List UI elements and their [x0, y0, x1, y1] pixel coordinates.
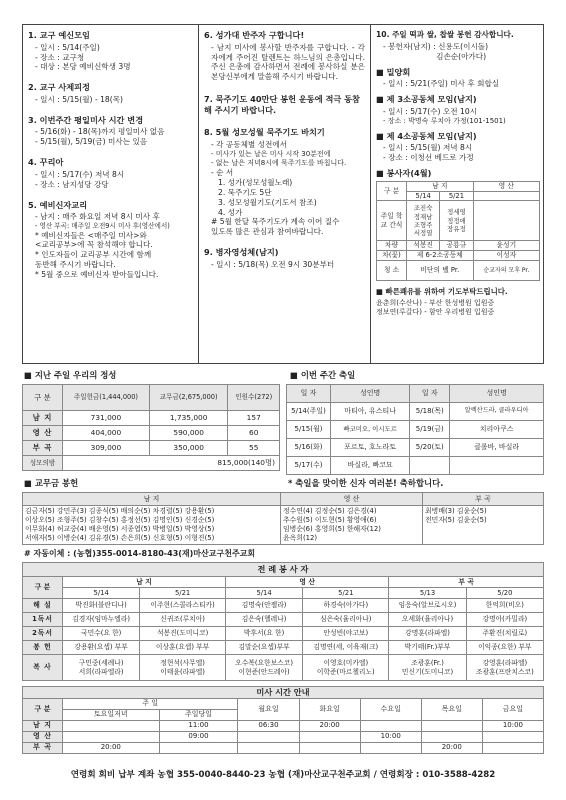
- notice-title: 1. 교구 예신모임: [28, 30, 90, 40]
- table-cell: 조진숙 정재남 조형주 서정열: [407, 201, 440, 241]
- table-cell: 김명숙(안젤라): [225, 599, 302, 613]
- table-cell: [360, 721, 421, 732]
- table-cell: [63, 732, 160, 743]
- table-cell: 영 산: [473, 181, 539, 191]
- table-cell: 석봉진(도미니코): [140, 627, 226, 641]
- dues-table: [22, 492, 544, 545]
- table-cell: 강명훈(라파엘): [389, 627, 466, 641]
- table-cell: 157: [228, 411, 280, 426]
- notice-4: [28, 157, 193, 189]
- table-cell: 영 산: [23, 426, 63, 441]
- table-cell: [63, 721, 160, 732]
- notice-line: - 5/15(월), 5/19(금) 미사는 있음: [35, 137, 148, 147]
- table-cell: 영 산: [281, 493, 423, 506]
- table-cell: 공룡규: [440, 241, 473, 251]
- notice-line: - 봉헌자(남지) : 신용도(이시돌): [383, 41, 489, 51]
- table-cell: 5/14(주일): [287, 403, 331, 421]
- table-cell: 성인명: [331, 385, 410, 403]
- dues-line: 임병순(6) 홍영희(5) 한해자(12): [283, 524, 381, 533]
- table-cell: 오세화(율리아나): [389, 613, 466, 627]
- table-cell: 부 곡: [23, 441, 63, 456]
- table-cell: 주일당일: [159, 710, 238, 721]
- table-cell: 알렉산드라, 클라우디아: [450, 403, 544, 421]
- table-cell: 임응숙(알브로시오): [389, 599, 466, 613]
- table-cell: 심은숙(율리아나): [303, 613, 389, 627]
- notice-column-1: [23, 25, 199, 363]
- table-cell: 인원수(272): [228, 385, 280, 411]
- table-cell: 수요일: [360, 699, 421, 721]
- table-cell: 국민수(요 한): [63, 627, 140, 641]
- table-cell: 김말순(요셉)부부: [225, 641, 302, 655]
- notice-title: 3. 이번주간 평일미사 시간 변경: [28, 114, 144, 125]
- notice-line: - 장소 : 교구청: [35, 52, 85, 62]
- volunteer-table: [376, 181, 540, 281]
- table-cell: 성모의밤: [23, 456, 63, 471]
- table-cell: 안성빈(야고보): [303, 627, 389, 641]
- table-cell: 주일 학교 간식: [377, 201, 407, 241]
- table-cell: 월요일: [238, 699, 299, 721]
- table-cell: 5/14: [407, 191, 440, 201]
- table-cell: 성인명: [450, 385, 544, 403]
- notice-line: - 미사가 있는 날은 미사 시작 30분전에: [211, 149, 331, 158]
- notice-line: - 5/16(화) - 18(목)까지 평일미사 없음: [35, 127, 165, 137]
- table-cell: 55: [228, 441, 280, 456]
- offering-table: [22, 384, 280, 471]
- notice-text: - 남지 미사에 봉사할 반주자를 구합니다. - 각자에게 주어진 탈렌트는 하느님의 은총입니다. 주신 은총에 감사하면서 전례에 봉사하실 분은 본당신부에게 말씀해 주시기 바랍니다.: [211, 42, 365, 82]
- table-cell: 404,000: [63, 426, 150, 441]
- table-cell: 한억희(비오): [466, 599, 543, 613]
- table-cell: 해 설: [23, 599, 63, 613]
- notice-line: 정보연(루갈다) - 함안 우리병원 입원중: [376, 307, 495, 316]
- footer-account-info: 연령회 회비 납부 계좌 농협 355-0040-8440-23 농협 (재)마산교구천주교회 / 연령회장 : 010-3588-4282: [70, 770, 496, 780]
- table-cell: 주일헌금(1,444,000): [63, 385, 150, 411]
- notice-line: 2. 묵주기도 5단: [218, 187, 272, 197]
- notice-2: [28, 82, 193, 105]
- notice-6: [204, 30, 365, 82]
- table-cell: [159, 743, 238, 754]
- table-cell: 토요일저녁: [63, 710, 160, 721]
- table-cell: 순교자의 모후 Pr.: [473, 261, 539, 281]
- notice-line: - 일시 : 5/21(주일) 미사 후 회합실: [383, 79, 500, 89]
- offering-title: ■ 지난 주일 우리의 정성: [24, 370, 117, 380]
- notice-title: ■ 봉사자(4월): [376, 168, 432, 179]
- table-cell: 마티아, 유스티나: [331, 403, 410, 421]
- table-cell: 주 일: [63, 699, 238, 710]
- table-cell: 박진화(블란디나): [63, 599, 140, 613]
- notice-12: [376, 94, 540, 126]
- table-cell: 박기태(Fr.)부부: [389, 641, 466, 655]
- table-cell: [299, 732, 360, 743]
- table-cell: 정현석(사무엘) 이태윤(라파엘): [140, 655, 226, 681]
- notice-line: 있도록 많은 관심과 참여바랍니다.: [211, 227, 324, 237]
- table-cell: 강용환(요셉) 부부: [63, 641, 140, 655]
- table-cell: 구 분: [23, 699, 63, 721]
- table-cell: 5/13: [389, 588, 466, 599]
- table-cell: 빠코미오, 이시도르: [331, 421, 410, 439]
- table-cell: [482, 732, 543, 743]
- memorial-title: ■ 이번 주간 축일: [290, 370, 356, 380]
- table-cell: 06:30: [238, 721, 299, 732]
- dues-line: 최병배(3) 김윤순(5): [425, 507, 487, 515]
- notice-line: 3. 성모성월기도(기도서 참조): [218, 197, 317, 207]
- table-cell: [421, 732, 482, 743]
- notice-title: ■ 제 3소공동체 모임(남지): [376, 94, 477, 105]
- table-cell: 1,735,000: [149, 411, 228, 426]
- notice-3: [28, 115, 193, 147]
- table-cell: 남 지: [407, 181, 474, 191]
- notice-title: 4. 꾸리아: [28, 157, 64, 168]
- table-cell: 일 자: [410, 385, 450, 403]
- notice-line: - 남지 : 매주 화요일 저녁 8시 미사 후: [35, 212, 160, 222]
- table-cell: 60: [228, 426, 280, 441]
- auto-transfer-account: # 자동이체 : (농협)355-0014-8180-43(재)마산교구천주교회: [24, 549, 256, 558]
- notice-line: * 인도자들이 교리공부 시간에 함께: [35, 250, 152, 260]
- notice-line: 동반해 주시기 바랍니다.: [35, 260, 116, 270]
- notice-box: [22, 24, 544, 364]
- notice-11: [376, 67, 540, 90]
- notice-13: [376, 131, 540, 163]
- notice-column-2: [199, 25, 371, 363]
- table-cell: 포르토, 호노라토: [331, 439, 410, 457]
- table-cell: 치리아쿠스: [450, 421, 544, 439]
- table-cell: 부 곡: [423, 493, 544, 506]
- table-cell: 남 지: [63, 577, 226, 588]
- table-cell: 하경숙(아가다): [303, 599, 389, 613]
- notice-7: [204, 94, 365, 115]
- notice-line: * 예비신자들은 <매주일 미사>와: [35, 230, 147, 240]
- dues-cell-namji: [23, 506, 281, 545]
- table-cell: [238, 732, 299, 743]
- table-cell: 제 6-2소공동체: [407, 251, 474, 261]
- table-cell: 비단의 벨 Pr.: [407, 261, 474, 281]
- notice-line: - 장소 : 박명숙 루치아 가정(101-1501): [383, 116, 506, 125]
- table-cell: 차(꽃): [377, 251, 407, 261]
- notice-15: [376, 287, 540, 317]
- table-cell: 봉 헌: [23, 641, 63, 655]
- notice-title: 9. 병자영성체(남지): [204, 247, 279, 258]
- notice-line: - 장소 : 이청선 베드로 가정: [383, 153, 474, 163]
- notice-line: - 순 서: [211, 168, 234, 178]
- table-cell: 2독서: [23, 627, 63, 641]
- table-cell: 클롤바, 바실라: [450, 439, 544, 457]
- table-cell: 구 분: [23, 385, 63, 411]
- notice-line: - 각 공동체별 성전에서: [211, 140, 288, 150]
- dues-line: 전민자(5) 김윤순(5): [425, 515, 487, 524]
- notice-line: - 일시 : 5/15(월) 저녁 8시: [383, 143, 473, 153]
- congrats-text: * 축일을 맞이한 신자 여러분! 축하합니다.: [288, 478, 444, 488]
- table-cell: [360, 743, 421, 754]
- table-cell: 교무금(2,675,000): [149, 385, 228, 411]
- table-cell: 영 산: [225, 577, 388, 588]
- mass-time-table: [22, 686, 544, 754]
- notice-8: [204, 127, 365, 237]
- dues-line: 윤옥희(12): [283, 533, 318, 542]
- table-cell: 김명연(세, 이육재(크): [303, 641, 389, 655]
- notice-line: - 일시 : 5/14(주일): [35, 42, 100, 52]
- notice-line: # 5월 한달 묵주기도가 계속 이어 질수: [211, 217, 340, 227]
- table-cell: 김경자(임마누엘라): [63, 613, 140, 627]
- notice-5: [28, 200, 193, 280]
- table-cell: 강명아(카밀라): [466, 613, 543, 627]
- table-cell: [410, 457, 450, 475]
- table-cell: 김은숙(헬레나): [225, 613, 302, 627]
- notice-title: ■ 밀양회: [376, 66, 411, 77]
- table-cell: 5/19(금): [410, 421, 450, 439]
- table-cell: 5/14: [63, 588, 140, 599]
- dues-cell-yeongsan: [281, 506, 423, 545]
- dues-line: 추수원(5) 이도현(5) 황영애(6): [283, 515, 377, 524]
- table-cell: 이성자: [473, 251, 539, 261]
- notice-title: ■ 빠른쾌유를 위하여 기도부탁드립니다.: [376, 287, 508, 297]
- notice-line: 윤춘희(수산나) - 부산 한성병원 입원중: [376, 298, 495, 307]
- table-cell: 조광훈(Fr.) 민신기(도미니코): [389, 655, 466, 681]
- table-cell: 5/20: [466, 588, 543, 599]
- table-cell: 5/18(목): [410, 403, 450, 421]
- table-cell: 11:00: [159, 721, 238, 732]
- table-cell: 목요일: [421, 699, 482, 721]
- table-cell: 부 곡: [23, 743, 63, 754]
- table-cell: [421, 721, 482, 732]
- notice-line: - 일시 : 5/18(목) 오전 9시 30분부터: [211, 259, 335, 269]
- table-cell: 남 지: [23, 493, 281, 506]
- table-cell: 석봉진: [407, 241, 440, 251]
- table-cell: 남 지: [23, 721, 63, 732]
- notice-line: <교리공부>에 꼭 참석해야 합니다.: [35, 240, 153, 250]
- notice-line: * 5월 중으로 예비신자 받아들입니다.: [35, 270, 159, 280]
- table-cell: 오수복(요한보스코) 이현준(안드레아): [225, 655, 302, 681]
- table-cell: 일 자: [287, 385, 331, 403]
- table-cell: 이주현(스콜라스티카): [140, 599, 226, 613]
- servers-table: [22, 562, 544, 681]
- notice-10: [376, 30, 540, 62]
- table-cell: 590,000: [149, 426, 228, 441]
- dues-cell-bugok: [423, 506, 544, 545]
- table-cell: 350,000: [149, 441, 228, 456]
- table-cell: [482, 743, 543, 754]
- notice-line: 4. 성가: [218, 207, 243, 217]
- notice-title: 10. 주일 떡과 쌀, 찹쌀 봉헌 감사합니다.: [376, 30, 514, 39]
- table-cell: 남 지: [23, 411, 63, 426]
- table-cell: 10:00: [360, 732, 421, 743]
- notice-line: 김손순(아가다): [383, 51, 487, 61]
- table-cell: 주환진(치릴로): [466, 627, 543, 641]
- notice-title: 2. 교구 사제피정: [28, 82, 90, 93]
- table-cell: 청 소: [377, 261, 407, 281]
- table-cell: 미사 시간 안내: [23, 687, 544, 699]
- table-cell: 차량: [377, 241, 407, 251]
- table-cell: 복 사: [23, 655, 63, 681]
- table-cell: 5/21: [140, 588, 226, 599]
- table-cell: [450, 457, 544, 475]
- notice-title: 5. 예비신자교리: [28, 199, 88, 210]
- table-cell: 이영호(미카엘) 이학준(마르첼리노): [303, 655, 389, 681]
- table-cell: 731,000: [63, 411, 150, 426]
- table-cell: 구 분: [377, 181, 407, 201]
- table-cell: 5/21: [440, 191, 473, 201]
- table-cell: 구 분: [23, 577, 63, 599]
- table-cell: [473, 201, 539, 241]
- table-cell: 박후서(요 한): [225, 627, 302, 641]
- notice-9: [204, 247, 365, 270]
- table-cell: 전 례 봉 사 자: [23, 563, 544, 577]
- notice-title: 8. 5월 성모성월 묵주기도 바치기: [204, 127, 325, 138]
- table-cell: 5/20(토): [410, 439, 450, 457]
- table-cell: 5/17(수): [287, 457, 331, 475]
- table-cell: [299, 743, 360, 754]
- table-cell: 구민중(세례나) 서희(라파엘라): [63, 655, 140, 681]
- dues-line: 이무화(4) 허교중(4) 배운영(5) 서종엽(5) 박병일(5) 박영상(5): [25, 524, 215, 533]
- table-cell: 정세영 정정애 장유정: [440, 201, 473, 241]
- notice-line: - 장소 : 남지성당 강당: [35, 179, 109, 189]
- notice-title: 6. 성가대 반주자 구합니다!: [204, 30, 305, 40]
- dues-title: ■ 교무금 봉헌: [24, 478, 79, 488]
- table-cell: [473, 191, 539, 201]
- dues-line: 정수연(4) 김정순(5) 김은경(4): [283, 507, 377, 515]
- notice-line: 1. 성가(성모성월노래): [218, 177, 293, 187]
- table-cell: 영 산: [23, 732, 63, 743]
- table-cell: 20:00: [299, 721, 360, 732]
- table-cell: [238, 743, 299, 754]
- table-cell: 이익종(요한) 부부: [466, 641, 543, 655]
- table-cell: 강영훈(라파엘) 조광훈(프란치스코): [466, 655, 543, 681]
- table-cell: 이상훈(요셉) 부부: [140, 641, 226, 655]
- notice-line: - 일시 : 5/17(수) 저녁 8시: [35, 169, 125, 179]
- table-cell: 20:00: [421, 743, 482, 754]
- table-cell: 309,000: [63, 441, 150, 456]
- table-cell: 20:00: [63, 743, 160, 754]
- dues-line: 서애자(5) 이병순(4) 김유경(5) 손은희(5) 신호형(5) 이형진(5): [25, 533, 215, 542]
- table-cell: 윤성기: [473, 241, 539, 251]
- notice-line: - 대상 : 본당 예비신학생 3명: [35, 62, 131, 72]
- table-cell: 5/21: [303, 588, 389, 599]
- table-cell: 금요일: [482, 699, 543, 721]
- table-cell: 바실라, 빠코묘: [331, 457, 410, 475]
- memorial-table: [286, 384, 544, 475]
- notice-1: [28, 30, 193, 72]
- table-cell: 5/14: [225, 588, 302, 599]
- table-cell: 815,000(140명): [63, 456, 280, 471]
- notice-line: - 일시 : 5/15(월) - 18(목): [35, 94, 124, 104]
- notice-line: - 일시 : 5/17(수) 오전 10시: [383, 106, 478, 116]
- dues-line: 이상오(5) 조형주(5) 김창수(5) 홍정선(5) 김명인(5) 신경순(5): [25, 515, 215, 524]
- notice-title: 7. 묵주기도 40만단 봉헌 운동에 적극 동참해 주시기 바랍니다.: [204, 94, 360, 115]
- notice-title: ■ 제 4소공동체 모임(남지): [376, 130, 477, 141]
- volunteer-section: [376, 168, 540, 281]
- table-cell: 5/16(화): [287, 439, 331, 457]
- table-cell: 부 곡: [389, 577, 544, 588]
- notice-line: - 영산 부곡: 매주일 오전9시 미사 후(영산에서): [35, 222, 170, 231]
- notice-column-3: [371, 25, 545, 363]
- table-cell: 10:00: [482, 721, 543, 732]
- table-cell: 신귀조(루치아): [140, 613, 226, 627]
- dues-line: 김금자(5) 강민주(3) 김종식(5) 배의순(5) 차경렬(5) 강용환(5): [25, 507, 215, 515]
- table-cell: 화요일: [299, 699, 360, 721]
- table-cell: 5/15(월): [287, 421, 331, 439]
- table-cell: 1독서: [23, 613, 63, 627]
- notice-line: - 없는 날은 저녁8시에 묵주기도를 바칩니다.: [211, 159, 347, 168]
- table-cell: 09:00: [159, 732, 238, 743]
